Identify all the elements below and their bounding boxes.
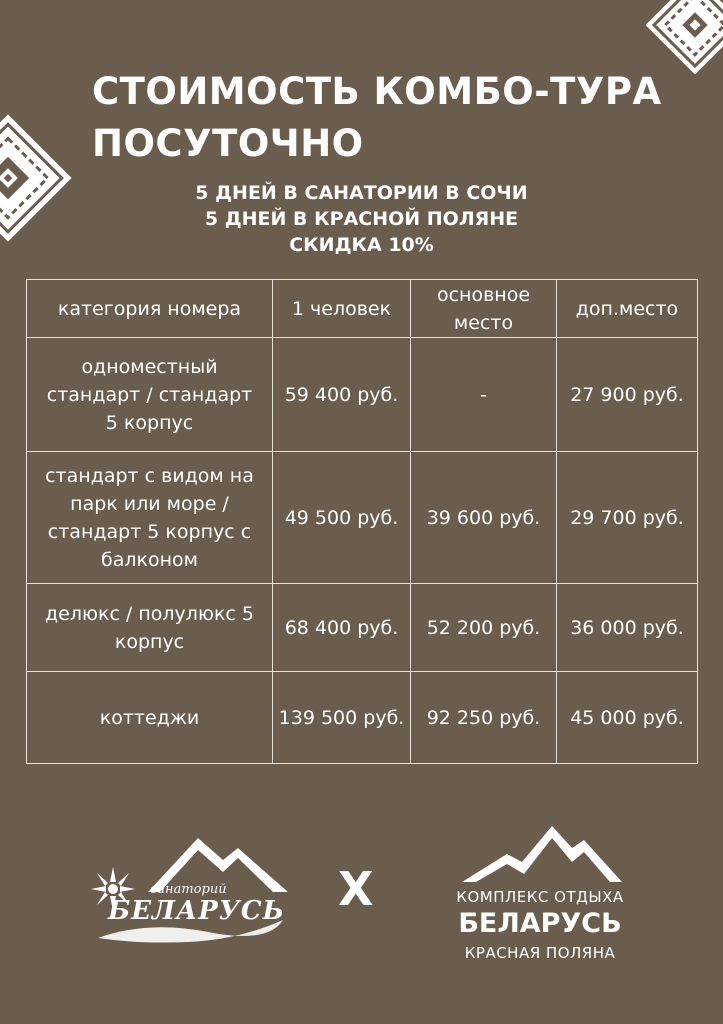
sanatorium-logo-name: БЕЛАРУСЬ: [108, 896, 285, 926]
cell-extra-place: 27 900 руб.: [557, 338, 698, 452]
resort-logo-name: БЕЛАРУСЬ: [458, 908, 622, 939]
sanatorium-logo-small: санаторий: [150, 882, 227, 897]
cell-category: делюкс / полулюкс 5 корпус: [27, 584, 273, 672]
header-main-place: основное место: [411, 280, 557, 338]
cell-main-place: 39 600 руб.: [411, 452, 557, 584]
cell-category: одноместный стандарт / стандарт 5 корпус: [27, 338, 273, 452]
table-row: [27, 672, 698, 764]
cell-main-place: -: [411, 338, 557, 452]
table-row: [27, 338, 698, 452]
cell-one-person: 68 400 руб.: [273, 584, 411, 672]
cell-extra-place: 45 000 руб.: [557, 672, 698, 764]
table-row: [27, 452, 698, 584]
cell-one-person: 59 400 руб.: [273, 338, 411, 452]
subtitle-line3: СКИДКА 10%: [289, 234, 434, 256]
table-row: [27, 584, 698, 672]
header-extra-place: доп.место: [557, 280, 698, 338]
cell-main-place: 52 200 руб.: [411, 584, 557, 672]
resort-logo-bottom: КРАСНАЯ ПОЛЯНА: [464, 944, 616, 962]
cell-extra-place: 29 700 руб.: [557, 452, 698, 584]
separator-x: X: [338, 862, 374, 916]
header-category: категория номера: [27, 280, 273, 338]
wave-icon: [88, 910, 288, 950]
page-title: [92, 66, 662, 170]
subtitle-line1: 5 ДНЕЙ В САНАТОРИИ В СОЧИ: [195, 182, 528, 204]
cell-extra-place: 36 000 руб.: [557, 584, 698, 672]
table-header-row: [27, 280, 698, 338]
header-one-person: 1 человек: [273, 280, 411, 338]
cell-main-place: 92 250 руб.: [411, 672, 557, 764]
cell-one-person: 139 500 руб.: [273, 672, 411, 764]
cell-one-person: 49 500 руб.: [273, 452, 411, 584]
page-title-line1: СТОИМОСТЬ КОМБО-ТУРА: [92, 70, 662, 113]
subtitle-block: [0, 180, 723, 258]
subtitle-line2: 5 ДНЕЙ В КРАСНОЙ ПОЛЯНЕ: [204, 208, 519, 230]
sanatorium-logo: [88, 830, 288, 950]
cell-category: стандарт с видом на парк или море / стандарт 5 корпус с балконом: [27, 452, 273, 584]
price-table: [26, 279, 698, 764]
mountain-icon: [462, 822, 622, 884]
page-title-line2: ПОСУТОЧНО: [92, 122, 364, 165]
cell-category: коттеджи: [27, 672, 273, 764]
resort-logo-top: КОМПЛЕКС ОТДЫХА: [456, 888, 624, 906]
